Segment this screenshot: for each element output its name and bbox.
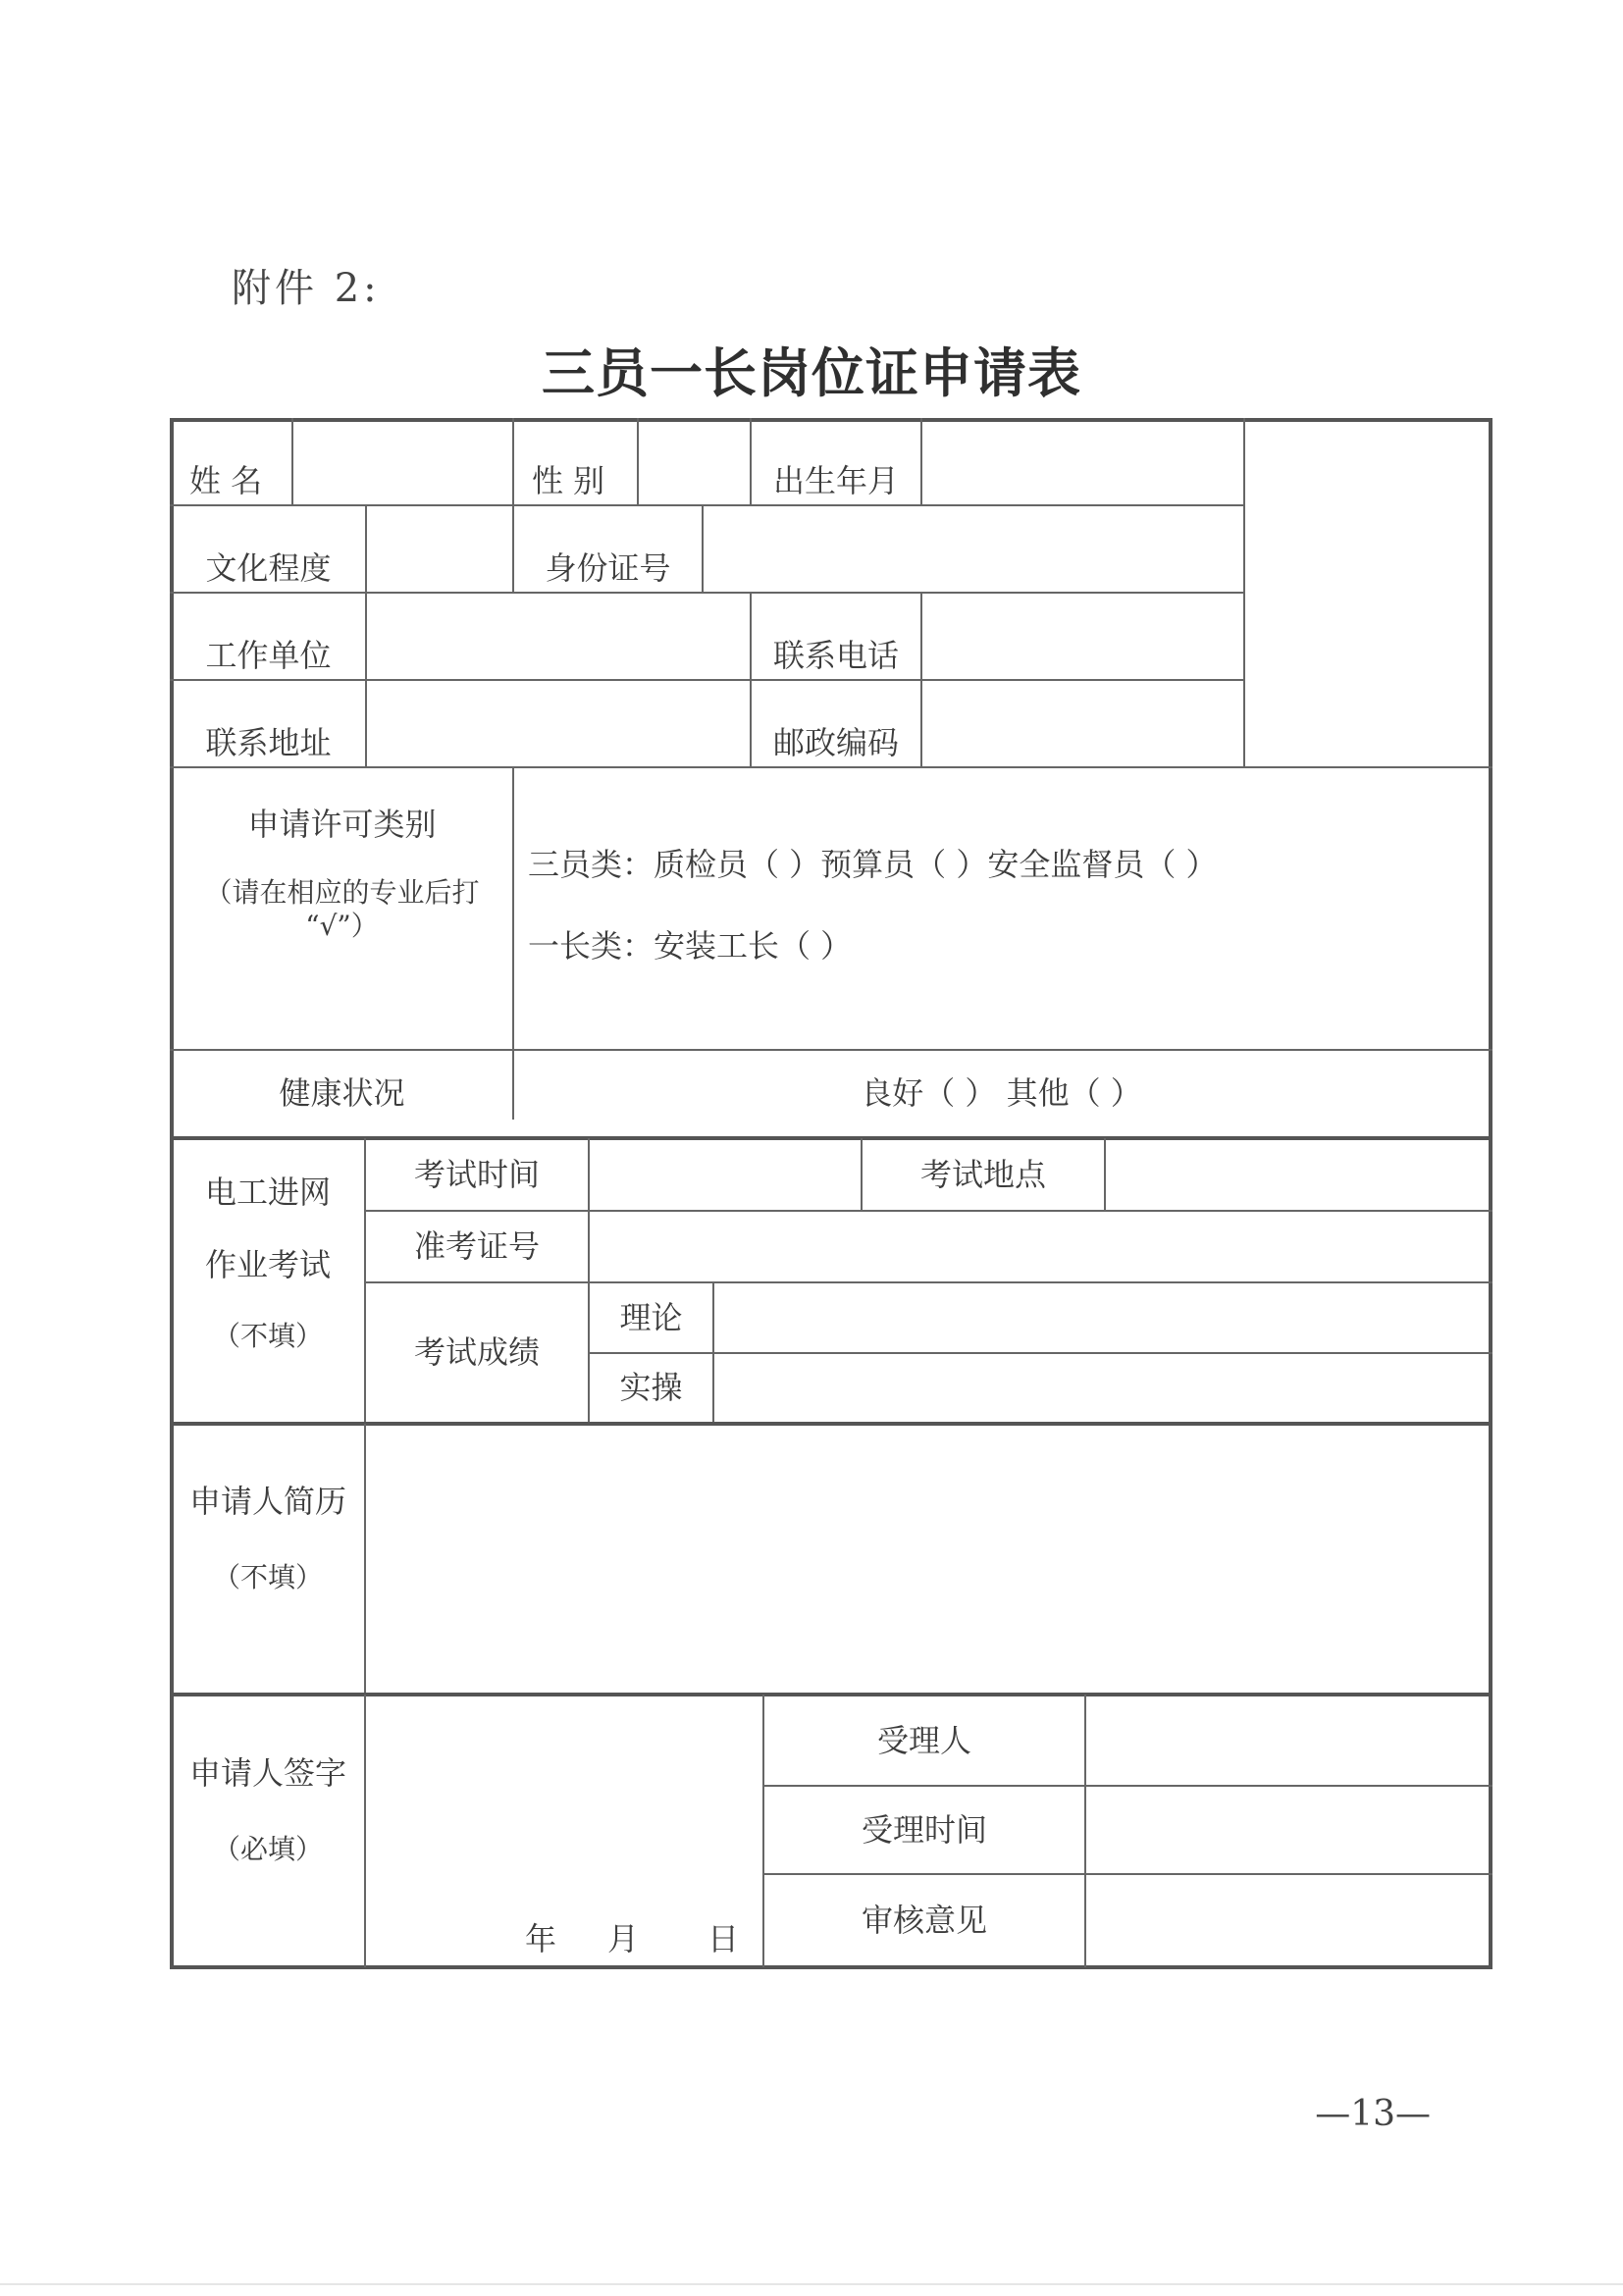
resume-label-line1: 申请人简历 — [188, 1483, 346, 1520]
permit-option-line1[interactable]: 三员类：质检员（ ）预算员（ ）安全监督员（ ） — [528, 845, 1218, 883]
health-label: 健康状况 — [279, 1074, 405, 1113]
resume-field[interactable] — [366, 1426, 1489, 1693]
permit-option-line2[interactable]: 一长类：安装工长（ ） — [528, 926, 853, 965]
receive-time-label: 受理时间 — [861, 1810, 987, 1849]
phone-label: 联系电话 — [772, 637, 899, 675]
signature-label-line2: （必填） — [212, 1833, 323, 1866]
exam-ticket-field[interactable] — [590, 1212, 1489, 1281]
health-options[interactable]: 良好（ ） 其他（ ） — [861, 1074, 1142, 1113]
review-label: 审核意见 — [861, 1901, 987, 1939]
exam-practice-field[interactable] — [714, 1354, 1489, 1422]
permit-label-block — [172, 806, 512, 1002]
address-label: 联系地址 — [205, 724, 332, 762]
receiver-field[interactable] — [1086, 1696, 1489, 1785]
exam-label-line1: 电工进网 — [204, 1174, 331, 1211]
receive-time-field[interactable] — [1086, 1787, 1489, 1873]
exam-practice-label: 实操 — [619, 1369, 683, 1407]
education-label: 文化程度 — [205, 549, 332, 588]
exam-ticket-label: 准考证号 — [413, 1227, 540, 1266]
education-field[interactable] — [367, 506, 512, 592]
permit-note-line1: （请在相应的专业后打 — [204, 876, 480, 910]
permit-label: 申请许可类别 — [247, 806, 437, 843]
resume-label-line2: （不填） — [212, 1561, 323, 1594]
exam-time-label: 考试时间 — [413, 1156, 540, 1194]
exam-time-field[interactable] — [590, 1140, 861, 1210]
resume-label-block — [172, 1483, 364, 1620]
form-title: 三员一长岗位证申请表 — [542, 341, 1081, 404]
exam-place-label: 考试地点 — [919, 1156, 1046, 1194]
exam-label-line3: （不填） — [212, 1319, 323, 1352]
receiver-label: 受理人 — [876, 1721, 971, 1759]
page-number: —13— — [1315, 2094, 1431, 2134]
exam-theory-field[interactable] — [714, 1283, 1489, 1352]
scan-edge-divider — [0, 2283, 1623, 2285]
name-label: 姓 名 — [189, 461, 263, 499]
sign-month: 月 — [607, 1920, 640, 1957]
birth-label: 出生年月 — [772, 461, 899, 499]
id-field[interactable] — [704, 506, 1243, 592]
exam-theory-label: 理论 — [619, 1298, 683, 1336]
birth-field[interactable] — [922, 420, 1243, 504]
exam-label-line2: 作业考试 — [204, 1246, 331, 1284]
application-form — [170, 418, 1492, 1969]
attachment-label: 附件 2: — [232, 266, 381, 311]
postcode-label: 邮政编码 — [772, 724, 899, 762]
gender-label: 性 别 — [532, 461, 605, 499]
gender-field[interactable] — [639, 420, 750, 504]
review-field[interactable] — [1086, 1875, 1489, 1965]
sign-year: 年 — [525, 1920, 557, 1957]
phone-field[interactable] — [922, 594, 1243, 679]
exam-label-block — [172, 1174, 364, 1389]
signature-field[interactable] — [366, 1695, 762, 1910]
exam-score-label: 考试成绩 — [413, 1333, 540, 1372]
photo-area[interactable] — [1245, 420, 1489, 766]
id-label: 身份证号 — [545, 549, 671, 588]
address-field[interactable] — [367, 681, 750, 766]
employer-label: 工作单位 — [205, 637, 332, 675]
sign-day: 日 — [707, 1920, 740, 1957]
employer-field[interactable] — [367, 594, 750, 679]
signature-label-block — [172, 1754, 364, 1892]
name-field[interactable] — [293, 420, 512, 504]
exam-place-field[interactable] — [1106, 1140, 1489, 1210]
postcode-field[interactable] — [922, 681, 1243, 766]
permit-note-line2: “√”） — [305, 909, 379, 942]
signature-label-line1: 申请人签字 — [188, 1754, 346, 1792]
